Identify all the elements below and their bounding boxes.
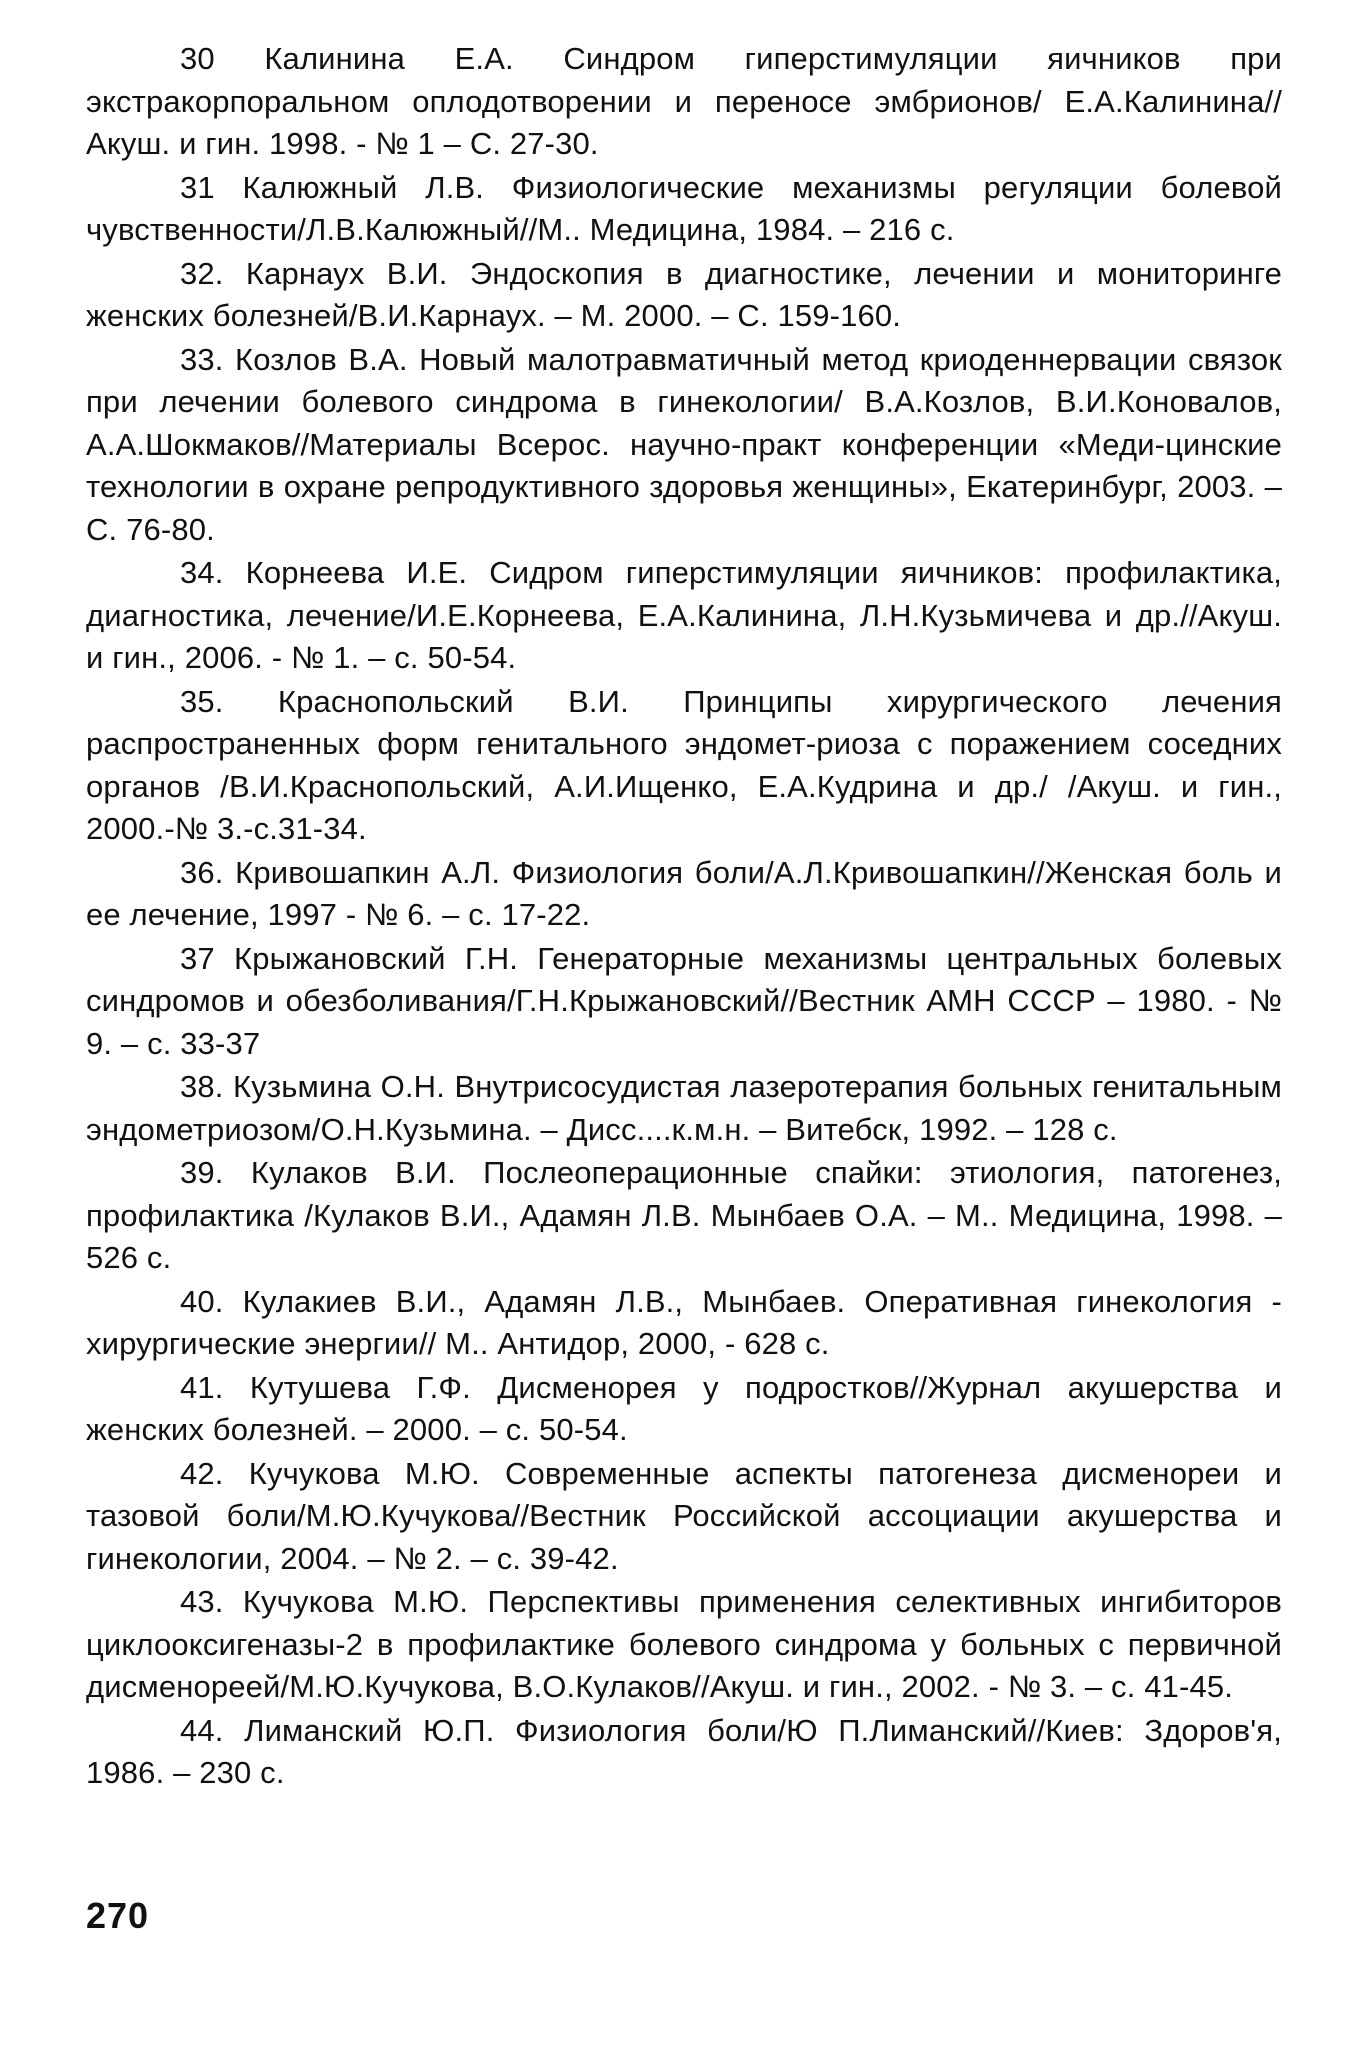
reference-30: 30 Калинина Е.А. Синдром гиперстимуляции яичников при экстракорпоральном оплодотворении и переносе эмбрионов/ Е.А.Калинина//Акуш. и гин. 1998. - № 1 – С. 27-30.	[86, 41, 1282, 161]
reference-40: 40. Кулакиев В.И., Адамян Л.В., Мынбаев. Оперативная гинекология - хирургические энергии// М.. Антидор, 2000, - 628 с.	[86, 1283, 1282, 1361]
reference-list	[86, 38, 1282, 1795]
reference-36: 36. Кривошапкин А.Л. Физиология боли/А.Л.Кривошапкин//Женская боль и ее лечение, 1997 - № 6. – с. 17-22.	[86, 854, 1282, 932]
page-number: 270	[86, 1895, 150, 1936]
reference-34: 34. Корнеева И.Е. Сидром гиперстимуляции яичников: профилактика, диагностика, лечение/И.Е.Корнеева, Е.А.Калинина, Л.Н.Кузьмичева и др.//Акуш. и гин., 2006. - № 1. – с. 50-54.	[86, 555, 1282, 675]
reference-39: 39. Кулаков В.И. Послеоперационные спайки: этиология, патогенез, профилактика /Кулаков В.И., Адамян Л.В. Мынбаев О.А. – М.. Медицина, 1998. – 526 с.	[86, 1155, 1282, 1275]
reference-35: 35. Краснопольский В.И. Принципы хирургического лечения распространенных форм генитального эндомет-риоза с поражением соседних органов /В.И.Краснопольский, А.И.Ищенко, Е.А.Кудрина и др./ /Акуш. и гин., 2000.-№ 3.-с.31-34.	[86, 683, 1282, 846]
bibliography-page	[86, 38, 1282, 1796]
reference-44: 44. Лиманский Ю.П. Физиология боли/Ю П.Лиманский//Киев: Здоров'я, 1986. – 230 с.	[86, 1712, 1282, 1790]
reference-41: 41. Кутушева Г.Ф. Дисменорея у подростков//Журнал акушерства и женских болезней. – 2000. – с. 50-54.	[86, 1369, 1282, 1447]
reference-32: 32. Карнаух В.И. Эндоскопия в диагностике, лечении и мониторинге женских болезней/В.И.Карнаух. – М. 2000. – С. 159-160.	[86, 255, 1282, 333]
reference-38: 38. Кузьмина О.Н. Внутрисосудистая лазеротерапия больных генитальным эндометриозом/О.Н.Кузьмина. – Дисс....к.м.н. – Витебск, 1992. – 128 с.	[86, 1069, 1282, 1147]
reference-31: 31 Калюжный Л.В. Физиологические механизмы регуляции болевой чувственности/Л.В.Калюжный//М.. Медицина, 1984. – 216 с.	[86, 169, 1282, 247]
reference-33: 33. Козлов В.А. Новый малотравматичный метод криоденнервации связок при лечении болевого синдрома в гинекологии/ В.А.Козлов, В.И.Коновалов, А.А.Шокмаков//Материалы Всерос. научно-практ конференции «Меди-цинские технологии в охране репродуктивного здоровья женщины», Екатеринбург, 2003. – С. 76-80.	[86, 341, 1282, 547]
reference-37: 37 Крыжановский Г.Н. Генераторные механизмы центральных болевых синдромов и обезболивания/Г.Н.Крыжановский//Вестник АМН СССР – 1980. - № 9. – с. 33-37	[86, 940, 1282, 1061]
reference-43: 43. Кучукова М.Ю. Перспективы применения селективных ингибиторов циклооксигеназы-2 в профилактике болевого синдрома у больных с первичной дисменореей/М.Ю.Кучукова, В.О.Кулаков//Акуш. и гин., 2002. - № 3. – с. 41-45.	[86, 1584, 1282, 1704]
reference-42: 42. Кучукова М.Ю. Современные аспекты патогенеза дисменореи и тазовой боли/М.Ю.Кучукова//Вестник Российской ассоциации акушерства и гинекологии, 2004. – № 2. – с. 39-42.	[86, 1455, 1282, 1576]
